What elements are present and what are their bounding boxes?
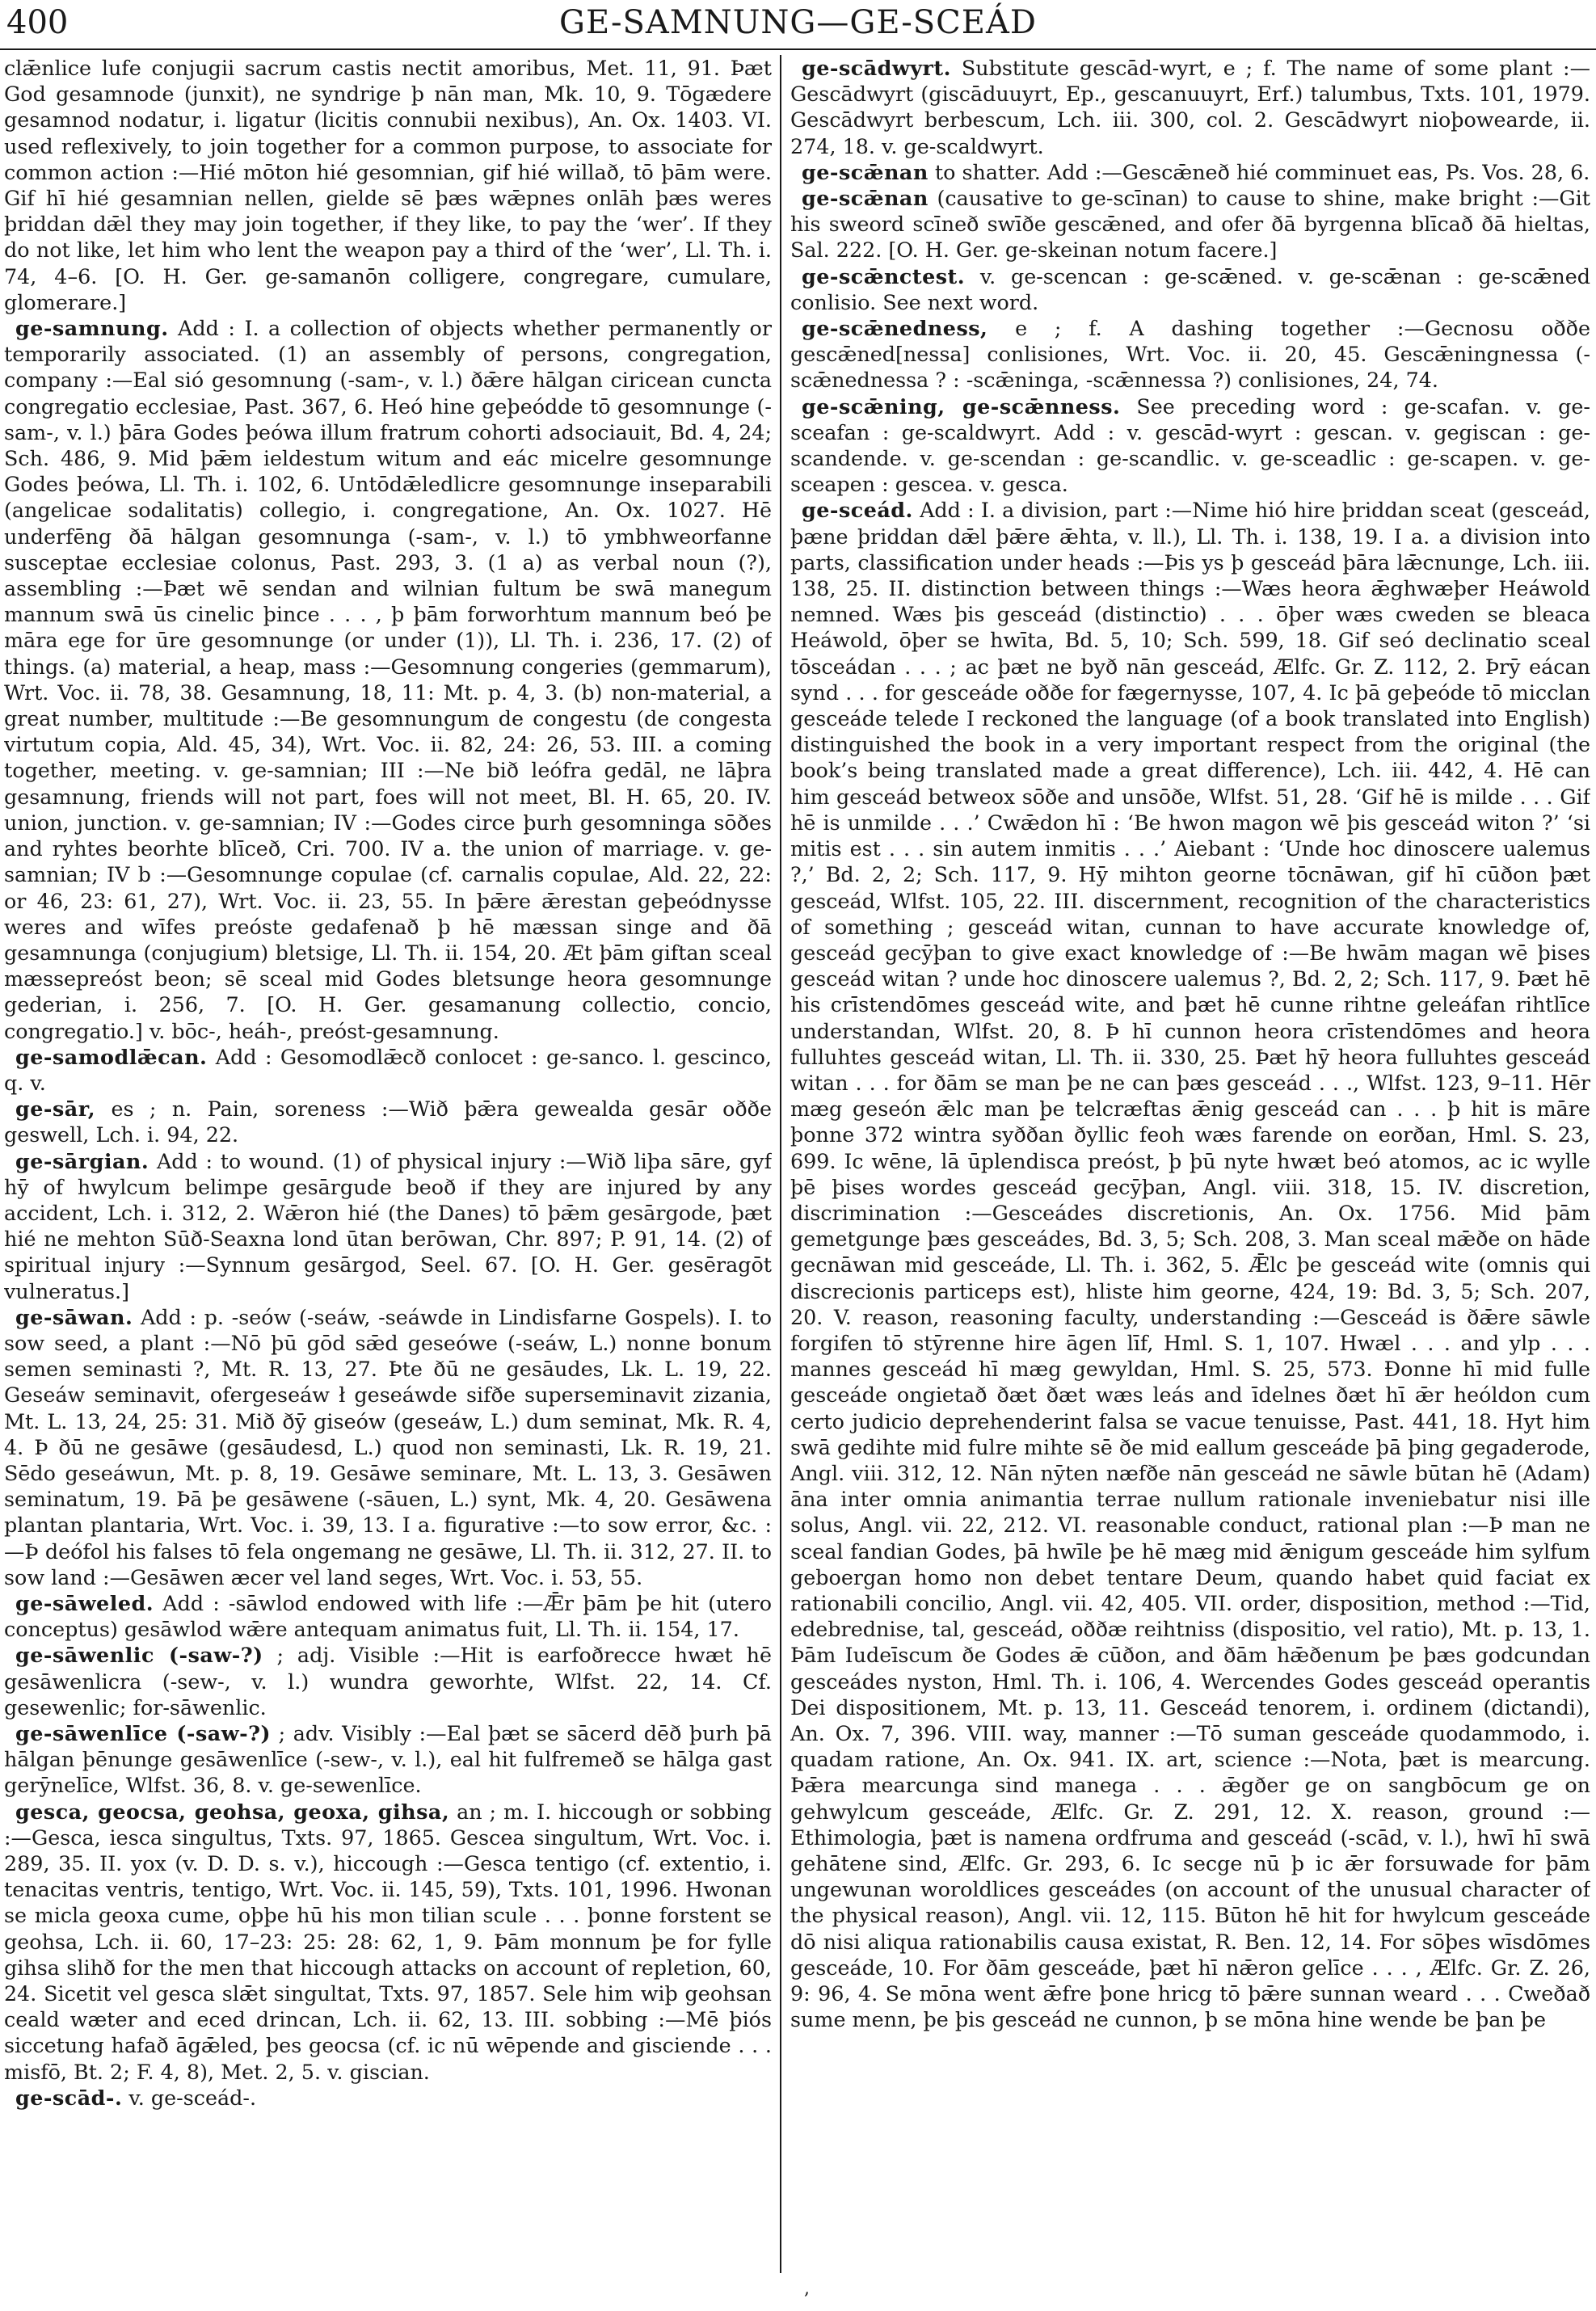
- entry-headword: ge-samodlǣcan.: [15, 1044, 208, 1069]
- dictionary-entry: [790, 497, 1590, 2032]
- dictionary-entry: [4, 1799, 772, 2085]
- entry-headword: ge-sāwan.: [15, 1304, 133, 1329]
- entry-headword: ge-sāwenlīce (-saw-?): [15, 1721, 272, 1745]
- footer-mark: ,: [804, 2279, 810, 2299]
- entry-headword: ge-scādwyrt.: [802, 56, 951, 80]
- dictionary-entry: [790, 263, 1590, 315]
- entry-text: Add : p. -seów (-seáw, -seáwde in Lindisfarne Gospels). I. to sow seed, a plant :—Nō þū gōd sǣd geseówe (-seáw, L.) nonne bonum semen seminasti ?, Mt. R. 13, 27. Þte ðū ne gesāudes, Lk. L. 19, 22. Geseáw seminavit, ofergeseáw ł geseáwde sifðe superseminavit zizania, Mt. L. 13, 24, 25: 31. Mið ðȳ giseów (geseáw, L.) dum seminat, Mk. R. 4, 4. Þ ðū ne gesāwe (gesāudesd, L.) quod non seminasti, Lk. R. 19, 21. Sēdo geseáwun, Mt. p. 8, 19. Gesāwe seminare, Mt. L. 13, 3. Gesāwen seminatum, 19. Þā þe gesāwene (-sāuen, L.) synt, Mk. 4, 20. Gesāwena plantan plantaria, Wrt. Voc. i. 39, 13. I a. figurative :—to sow error, &c. :—Þ deófol his falses tō fela ongemang ne gesāwe, Ll. Th. ii. 312, 27. II. to sow land :—Gesāwen æcer vel land seges, Wrt. Voc. i. 53, 55.: [4, 1304, 772, 1589]
- entry-text: ; adv. Visibly :—Eal þæt se sācerd dēð þurh þā hālgan þēnunge gesāwenlīce (-sew-, v. l.), eal hit fulfremeð se hālga gast gerȳnelīce, Wlfst. 36, 8. v. ge-sewenlīce.: [4, 1721, 772, 1798]
- right-column: [790, 55, 1590, 2273]
- dictionary-entry: [4, 1304, 772, 1590]
- dictionary-entry: [4, 1148, 772, 1304]
- entry-headword: ge-sāwenlic (-saw-?): [15, 1643, 263, 1668]
- entry-headword: ge-sāweled.: [15, 1590, 154, 1615]
- entry-headword: ge-scǣnan: [802, 159, 929, 184]
- dictionary-entry: [4, 55, 772, 315]
- dictionary-entry: [4, 2085, 772, 2111]
- entry-headword: ge-scād-.: [15, 2085, 123, 2110]
- entry-text: e ; f. A dashing together :—Gecnosu oððe gescǣned[nessa] conlisiones, Wrt. Voc. ii. 20, 45. Gescǣningnessa (-scǣnednessa ? : -scǣninga, -scǣnnessa ?) conlisiones, 24, 74.: [790, 316, 1590, 393]
- page-number: 400: [6, 4, 69, 41]
- entry-headword: ge-samnung.: [15, 316, 169, 341]
- entry-text: ; adj. Visible :—Hit is earfoðrecce hwæt hē gesāwenlicra (-sew-, v. l.) wundra geworhte, Wlfst. 22, 14. Cf. gesewenlic; for-sāwenlic.: [4, 1643, 772, 1720]
- entry-headword: ge-sār,: [15, 1097, 96, 1122]
- dictionary-entry: [790, 55, 1590, 159]
- running-title: GE-SAMNUNG—GE-SCEÁD: [559, 4, 1037, 41]
- entry-text: v. ge-scencan : ge-scǣned. v. ge-scǣnan : ge-scǣned conlisio. See next word.: [790, 263, 1590, 314]
- entry-text: Substitute gescād-wyrt, e ; f. The name of some plant :—Gescādwyrt (giscāduuyrt, Ep., gescanuuyrt, Erf.) talumbus, Txts. 101, 1979. Gescādwyrt berbescum, Lch. iii. 300, col. 2. Gescādwyrt nioþowearde, ii. 274, 18. v. ge-scaldwyrt.: [790, 56, 1590, 158]
- entry-text: Add : I. a division, part :—Nime hió hire þriddan sceat (gesceád, þæne þriddan dǣl þǣre ǣhta, v. ll.), Ll. Th. i. 138, 19. I a. a division into parts, classification under heads :—Þis ys þ gesceád þāra lǣcnunge, Lch. iii. 138, 25. II. distinction between things :—Wæs heora ǣghwæþer Heáwold nemned. Wæs þis gesceád (distinctio) . . . ōþer wæs cweden se bleaca Heáwold, ōþer se hwīta, Bd. 5, 10; Sch. 599, 18. Gif seó declinatio sceal tōsceádan . . . ; ac þæt ne byð nān gesceád, Ælfc. Gr. Z. 112, 2. Þrȳ eácan synd . . . for gesceáde oððe for fægernysse, 107, 4. Ic þā geþeóde tō micclan gesceáde telede I reckoned the language (of a book translated into English) distinguished the book in a very important respect from the original (the book’s being translated made a great difference), Lch. iii. 442, 4. Hē can him gesceád betweox sōðe and unsōðe, Wlfst. 51, 28. ‘Gif hē is milde . . . Gif hē is unmilde . . .’ Cwǣdon hī : ‘Be hwon magon wē þis gesceád witon ?’ ‘si mitis est . . . sin autem inmitis . . .’ Aiebant : ‘Unde hoc dinoscere ualemus ?,’ Bd. 2, 2; Sch. 117, 9. Hȳ mihton georne tōcnāwan, gif hī cūðon þæt gesceád, Wlfst. 105, 22. III. discernment, recognition of the characteristics of something ; gesceád witan, cunnan to have accurate knowledge of, gesceád gecȳþan to give exact knowledge of :—Be hwām magan wē þises gesceád witan ? unde hoc dinoscere ualemus ?, Bd. 2, 2; Sch. 117, 9. Þæt hē his crīstendōmes gesceád wite, and þæt hē cunne rihtne geleáfan rihtlīce understandan, Wlfst. 20, 8. Þ hī cunnon heora crīstendōmes and heora fulluhtes gesceád witan, Ll. Th. ii. 330, 25. Þæt hȳ heora fulluhtes gesceád witan . . . for ðām se man þe ne can þæs gesceád . . ., Wlfst. 123, 9–11. Hēr mæg geseón ǣlc man þe telcræftas ǣnig gesceád can . . . þ hit is māre þonne 372 wintra syððan ðyllic feoh wæs farende on eorðan, Hml. S. 23, 699. Ic wēne, lā ūplendisca preóst, þ þū nyte hwæt beó atomos, ac ic wylle þē þises wordes gesceád gecȳþan, Angl. viii. 318, 15. IV. discretion, discrimination :—Gesceádes discretionis, An. Ox. 1756. Mid þām gemetgunge þæs gesceádes, Bd. 3, 5; Sch. 208, 3. Man sceal mǣðe on hāde gecnāwan mid gesceáde, Ll. Th. i. 362, 5. Ǣlc þe gesceád wite (omnis qui discrecionis particeps est), hliste him georne, 424, 19: Bd. 3, 5; Sch. 207, 20. V. reason, reasoning faculty, understanding :—Gesceád is ðǣre sāwle forgifen tō stȳrenne hire āgen līf, Hml. S. 1, 107. Hwæl . . . and ylp . . . mannes gesceád hī mæg gewyldan, Hml. S. 25, 573. Đonne hī mid fulle gesceáde ongietað ðæt ðæt wæs leás and īdelnes ðæt hī ǣr heóldon cum certo judicio deprehenderint falsa se vacue tenuisse, Past. 441, 18. Hyt him swā gedihte mid fulre mihte sē ðe mid eallum gesceáde þā þing gegaderode, Angl. viii. 312, 12. Nān nȳten næfðe nān gesceád ne sāwle būtan hē (Adam) āna inter omnia animantia terrae nullum rationale inveniebatur nisi ille solus, Angl. vii. 22, 212. VI. reasonable conduct, rational plan :—Þ man ne sceal fandian Godes, þā hwīle þe hē mæg mid ǣnigum gesceáde him sylfum geboergan homo non debet tentare Deum, quando habet quid faciat ex rationabili concilio, Angl. vii. 42, 405. VII. order, disposition, method :—Tid, edebrednise, tal, gesceád, oððæ reihtniss (dispositio, vel ratio), Mt. p. 13, 1. Þām Iudeīscum ðe Godes ǣ cūðon, and ðām hǣðenum þe þæs godcundan gesceádes nyston, Hml. Th. i. 106, 4. Wercendes Godes gesceád operantis Dei dispositionem, Mt. p. 13, 11. Gesceád tenorem, i. ordinem (dictandi), An. Ox. 7, 396. VIII. way, manner :—Tō suman gesceáde quodammodo, i. quadam ratione, An. Ox. 941. IX. art, science :—Nota, þæt is mearcung. Þǣra mearcunga sind manega . . . ǣgðer ge on sangbōcum ge on gehwylcum gesceáde, Ælfc. Gr. Z. 291, 12. X. reason, ground :—Ethimologia, þæt is namena ordfruma and gesceád (-scād, v. l.), hwī hī swā gehātene sind, Ælfc. Gr. 293, 6. Ic secge nū þ ic ǣr forsuwade for þām ungewunan woroldlices gesceádes (on account of the unusual character of the physical reason), Angl. vii. 12, 115. Būton hē hit for hwylcum gesceáde dō nisi aliqua rationabilis causa existat, R. Ben. 12, 14. For sōþes wīsdōmes gesceáde, 10. For ðām gesceáde, þæt hī nǣron gelīce . . . , Ælfc. Gr. Z. 26, 9: 96, 4. Se mōna went ǣfre þone hricg tō þǣre sunnan weard . . . Cweðað sume menn, þe þis gesceád ne cunnon, þ se mōna hine wende be þan þe: [790, 498, 1590, 2032]
- entry-text: See preceding word : ge-scafan. v. ge-sceafan : ge-scaldwyrt. Add : v. gescād-wyrt : gescan. v. gegiscan : ge-scandende. v. ge-scendan : ge-scandlic. v. ge-sceadlic : ge-scapen. v. ge-sceapen : gescea. v. gesca.: [790, 394, 1590, 497]
- entry-text: to shatter. Add :—Gescǣneð hié comminuet eas, Ps. Vos. 28, 6.: [934, 159, 1590, 184]
- column-divider: [780, 55, 781, 2273]
- header-rule: [0, 48, 1596, 50]
- entry-headword: ge-scǣnedness,: [802, 316, 988, 341]
- entry-headword: ge-sceád.: [802, 498, 913, 523]
- left-column: [4, 55, 772, 2273]
- entry-headword: gesca, geocsa, geohsa, geoxa, gihsa,: [15, 1799, 450, 1824]
- dictionary-entry: [4, 1642, 772, 1720]
- dictionary-entry: [790, 185, 1590, 263]
- dictionary-entry: [790, 394, 1590, 498]
- entry-text: Add : Gesomodlǣcð conlocet : ge-sanco. l. gescinco, q. v.: [4, 1044, 772, 1095]
- entry-text: Add : -sāwlod endowed with life :—Ǣr þām þe hit (utero conceptus) gesāwlod wǣre antequam animatus fuit, Ll. Th. ii. 154, 17.: [4, 1590, 772, 1642]
- entry-text: es ; n. Pain, soreness :—Wið þǣra gewealda gesār oððe geswell, Lch. i. 94, 22.: [4, 1097, 772, 1147]
- entry-headword: ge-scǣnan: [802, 186, 929, 211]
- entry-text: v. ge-sceád-.: [128, 2085, 257, 2110]
- entry-headword: ge-sārgian.: [15, 1148, 149, 1173]
- dictionary-entry: [4, 1590, 772, 1642]
- entry-text: Add : to wound. (1) of physical injury :—Wið liþa sāre, gyf hȳ of hwylcum belimpe gesārgude beoð if they are injured by any accident, Lch. i. 312, 2. Wǣron hié (the Danes) tō þǣm gesārgode, þæt hié ne mehton Sūð-Seaxna lond ūtan berōwan, Chr. 897; P. 91, 14. (2) of spiritual injury :—Synnum gesārgod, Seel. 67. [O. H. Ger. gesēragōt vulneratus.]: [4, 1148, 772, 1303]
- entry-text: Add : I. a collection of objects whether permanently or temporarily associated. (1) an assembly of persons, congregation, company :—Eal sió gesomnung (-sam-, v. l.) ðǣre hālgan ciricean cuncta congregatio ecclesiae, Past. 367, 6. Heó hine geþeódde tō gesomnunge (-sam-, v. l.) þāra Godes þeówa illum fratrum cohorti adsociauit, Bd. 4, 24; Sch. 486, 9. Mid þǣm ieldestum witum and eác micelre gesomnunge Godes þeówa, Ll. Th. i. 102, 6. Untōdǣledlicre gesomnunge inseparabili (angelicae sodalitatis) collegio, i. congregatione, An. Ox. 1027. Hē underfēng ðā hālgan gesomnunga (-sam-, v. l.) tō ymbhweorfanne susceptae ecclesiae colonus, Past. 293, 3. (1 a) as verbal noun (?), assembling :—Þæt wē sendan and wilnian fultum be swā manegum mannum swā ūs cinelic þince . . . , þ þām forworhtum mannum beó þe māra ege for ūre gesomnunge (or under (1)), Ll. Th. i. 236, 17. (2) of things. (a) material, a heap, mass :—Gesomnung congeries (gemmarum), Wrt. Voc. ii. 78, 38. Gesamnung, 18, 11: Mt. p. 4, 3. (b) non-material, a great number, multitude :—Be gesomnungum de congestu (de congesta virtutum copia, Ald. 45, 34), Wrt. Voc. ii. 82, 24: 26, 53. III. a coming together, meeting. v. ge-samnian; III :—Ne bið leófra gedāl, ne lāþra gesamnung, friends will not part, foes will not meet, Bl. H. 65, 20. IV. union, junction. v. ge-samnian; IV :—Godes circe þurh gesomninga sōðes and ryhtes beorhte blīceð, Cri. 700. IV a. the union of marriage. v. ge-samnian; IV b :—Gesomnunge copulae (cf. carnalis copulae, Ald. 22, 22: or 46, 23: 61, 27), Wrt. Voc. ii. 23, 55. In þǣre ǣrestan geþeódnysse weres and wīfes preóste gedafenað þ hē mæssan singe and ðā gesamnunga (conjugium) bletsige, Ll. Th. ii. 154, 20. Æt þām giftan sceal mæssepreóst beon; sē sceal mid Godes bletsunge heora gesomnunge gederian, i. 256, 7. [O. H. Ger. gesamanung collectio, concio, congregatio.] v. bōc-, heáh-, preóst-gesamnung.: [4, 316, 772, 1043]
- dictionary-entry: [4, 1044, 772, 1096]
- entry-text: clǣnlice lufe conjugii sacrum castis nectit amoribus, Met. 11, 91. Þæt God gesamnode (junxit), ne syndrige þ nān man, Mk. 10, 9. Tōgædere gesamnod nodatur, i. ligatur (licitis connubii nexibus), An. Ox. 1403. VI. used reflexively, to join together for a common purpose, to associate for common action :—Hié mōton hié gesomnian, gif hié willað, tō þām were. Gif hī hié gesamnian nellen, gielde sē þæs wǣpnes onlāh þæs weres þriddan dǣl they may join together, if they like, to pay the ‘wer’. If they do not like, let him who lent the weapon pay a third of the ‘wer’, Ll. Th. i. 74, 4–6. [O. H. Ger. ge-samanōn colligere, congregare, cumulare, glomerare.]: [4, 56, 772, 314]
- entry-headword: ge-scǣnctest.: [802, 263, 966, 288]
- dictionary-entry: [4, 315, 772, 1044]
- entry-headword: ge-scǣning, ge-scǣnness.: [802, 394, 1121, 419]
- dictionary-entry: [790, 159, 1590, 185]
- dictionary-entry: [790, 315, 1590, 394]
- dictionary-entry: [4, 1720, 772, 1799]
- entry-text: an ; m. I. hiccough or sobbing :—Gesca, iesca singultus, Txts. 97, 1865. Gescea singultum, Wrt. Voc. i. 289, 35. II. yox (v. D. D. s. v.), hiccough :—Gesca tentigo (cf. extentio, i. tenacitas ventris, tentigo, Wrt. Voc. ii. 145, 59), Txts. 101, 1996. Hwonan se micla geoxa cume, oþþe hū his mon tilian scule . . . þonne forstent se geohsa, Lch. ii. 60, 17–23: 25: 28: 62, 1, 9. Þām monnum þe for fylle gihsa slihð for the men that hiccough attacks on account of repletion, 60, 24. Sicetit vel gesca slǣt singultat, Txts. 97, 1857. Sele him wiþ geohsan ceald wæter and eced drincan, Lch. ii. 62, 13. III. sobbing :—Mē þiós siccetung hafað āgǣled, þes geocsa (cf. ic nū wēpende and gisciende . . . misfō, Bt. 2; F. 4, 8), Met. 2, 5. v. giscian.: [4, 1799, 772, 2084]
- dictionary-entry: [4, 1096, 772, 1147]
- entry-text: (causative to ge-scīnan) to cause to shine, make bright :—Git his sweord scīneð swīðe gescǣned, and ofer ðā byrgenna blīcað ðā hieltas, Sal. 222. [O. H. Ger. ge-skeinan notum facere.]: [790, 186, 1590, 263]
